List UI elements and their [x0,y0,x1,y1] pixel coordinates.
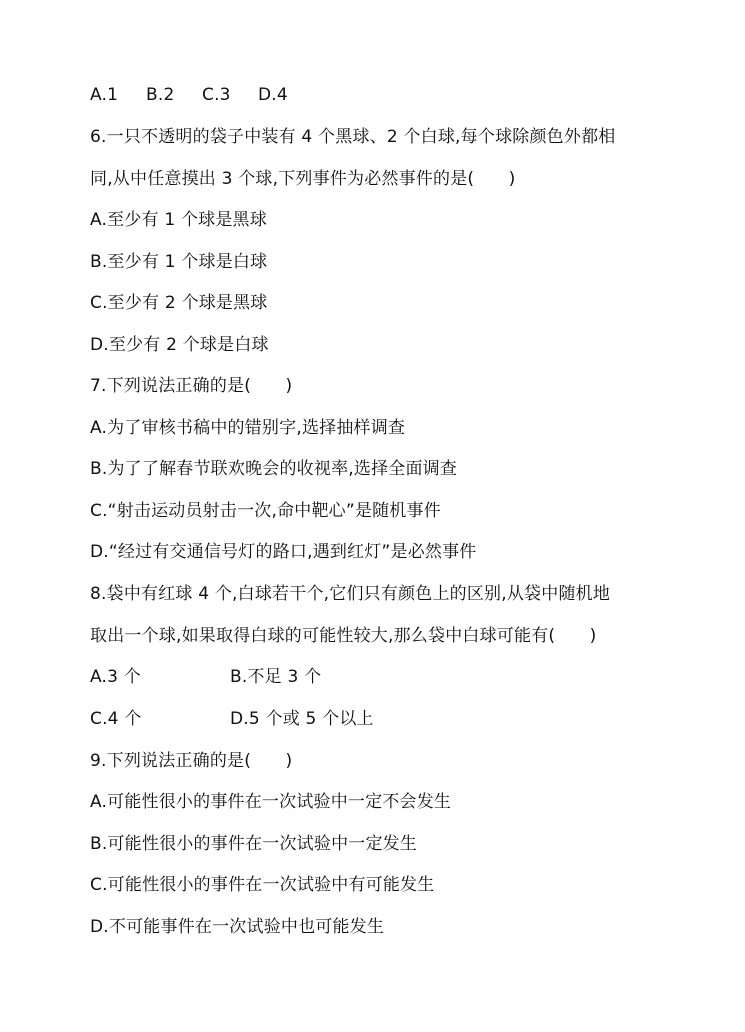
q8-stem-line2: 取出一个球,如果取得白球的可能性较大,那么袋中白球可能有( ) [90,626,597,646]
q9-stem: 9.下列说法正确的是( ) [90,751,293,771]
q7-option-b: B.为了了解春节联欢晚会的收视率,选择全面调查 [90,459,458,479]
q7-option-d: D.“经过有交通信号灯的路口,遇到红灯”是必然事件 [90,542,477,562]
q5-option-d: D.4 [258,85,288,105]
q6-stem-line2: 同,从中任意摸出 3 个球,下列事件为必然事件的是( ) [90,169,516,189]
q8-stem-line1: 8.袋中有红球 4 个,白球若干个,它们只有颜色上的区别,从袋中随机地 [90,584,611,604]
q6-option-d: D.至少有 2 个球是白球 [90,335,269,355]
q9-option-b: B.可能性很小的事件在一次试验中一定发生 [90,834,418,854]
q5-options-row [90,84,288,106]
q7-stem: 7.下列说法正确的是( ) [90,376,293,396]
q5-option-a: A.1 [90,85,119,105]
q8-option-c: C.4 个 [90,709,142,729]
q5-option-c: C.3 [202,85,231,105]
q8-option-b: B.不足 3 个 [230,667,322,687]
q8-option-d: D.5 个或 5 个以上 [230,709,374,729]
q8-options-row1 [90,666,322,688]
q6-option-a: A.至少有 1 个球是黑球 [90,210,267,230]
q9-option-d: D.不可能事件在一次试验中也可能发生 [90,917,385,937]
q5-option-b: B.2 [146,85,175,105]
q6-option-c: C.至少有 2 个球是黑球 [90,293,268,313]
q6-stem-line1: 6.一只不透明的袋子中装有 4 个黑球、2 个白球,每个球除颜色外都相 [90,127,616,147]
q7-option-c: C.“射击运动员射击一次,命中靶心”是随机事件 [90,501,441,521]
q9-option-a: A.可能性很小的事件在一次试验中一定不会发生 [90,792,452,812]
q8-option-a: A.3 个 [90,667,141,687]
q9-option-c: C.可能性很小的事件在一次试验中有可能发生 [90,875,435,895]
q7-option-a: A.为了审核书稿中的错别字,选择抽样调查 [90,418,406,438]
q8-options-row2 [90,708,374,730]
q6-option-b: B.至少有 1 个球是白球 [90,252,268,272]
